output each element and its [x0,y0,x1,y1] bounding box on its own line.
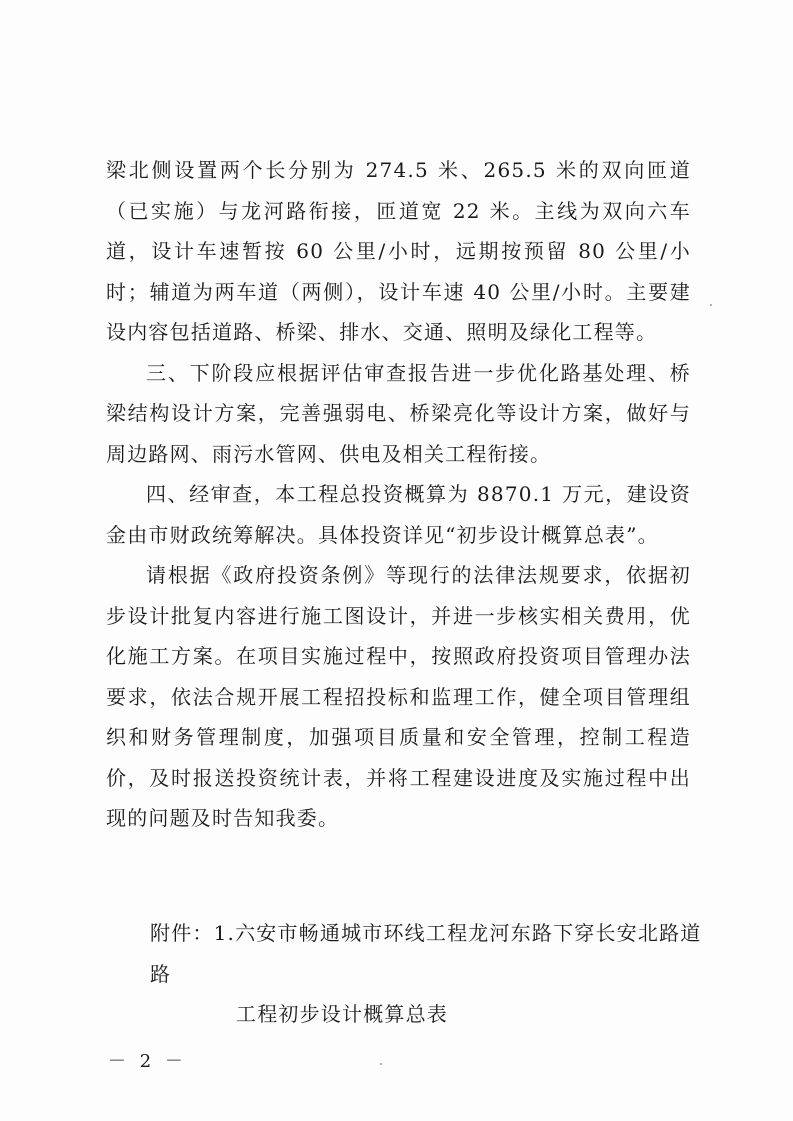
attachment-line-2: 工程初步设计概算总表 [236,1002,448,1026]
paragraph-requirements: 请根据《政府投资条例》等现行的法律法规要求，依据初步设计批复内容进行施工图设计，并进一步核实相关费用，优化施工方案。在项目实施过程中，按照政府投资项目管理办法要求，依法合规开展工程招投标和监理工作，健全项目管理组织和财务管理制度，加强项目质量和安全管理，控制工程造价，及时报送投资统计表，并将工程建设进度及实施过程中出现的问题及时告知我委。 [106,563,691,830]
paragraph-item-four: 四、经审查，本工程总投资概算为 8870.1 万元，建设资金由市财政统筹解决。具体投资详见“初步设计概算总表”。 [106,482,691,547]
page-number: － 2 － [108,1051,187,1072]
scan-speck [710,304,712,306]
paragraph-item-three: 三、下阶段应根据评估审查报告进一步优化路基处理、桥梁结构设计方案，完善强弱电、桥梁亮化等设计方案，做好与周边路网、雨污水管网、供电及相关工程衔接。 [106,360,691,466]
paragraph-continuation: 梁北侧设置两个长分别为 274.5 米、265.5 米的双向匝道（已实施）与龙河路衔接，匝道宽 22 米。主线为双向六车道，设计车速暂按 60 公里/小时，远期按预留 80 公里/小时；辅道为两车道（两侧），设计车速 40 公里/小时。主要建设内容包括道路、桥梁、排水、交通、照明及绿化工程等。 [106,158,691,344]
scan-speck [380,1063,382,1065]
attachment-note [150,913,710,1035]
attachment-line-1: 附件：1.六安市畅通城市环线工程龙河东路下穿长安北路道路 [150,921,702,986]
body-text [106,150,691,839]
